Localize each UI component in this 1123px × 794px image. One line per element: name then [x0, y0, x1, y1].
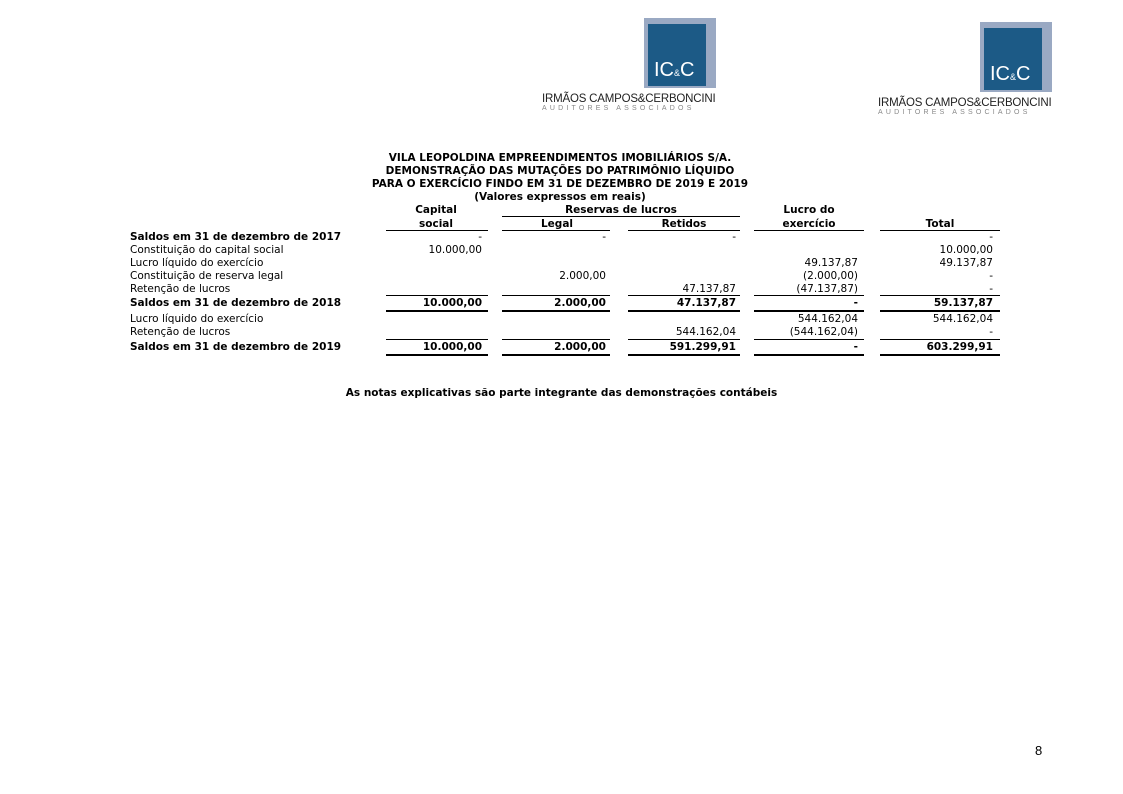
cell-retidos: 544.162,04	[675, 326, 736, 338]
row-label: Constituição do capital social	[130, 244, 284, 256]
col-lucro-line2: exercício	[782, 218, 836, 230]
total-rule-legal	[502, 354, 610, 356]
logo-mark-amp: &	[674, 68, 681, 78]
col-total: Total	[925, 218, 955, 230]
total-rule-total	[880, 354, 1000, 356]
row-label: Lucro líquido do exercício	[130, 257, 264, 269]
cell-lucro: (47.137,87)	[796, 283, 858, 295]
cell-total: -	[989, 283, 993, 295]
company-logo-right	[876, 22, 1056, 120]
cell-total: 59.137,87	[933, 297, 993, 309]
col-retidos: Retidos	[661, 218, 707, 230]
col-capital-line1: Capital	[415, 204, 457, 216]
logo-mark-end: C	[680, 59, 695, 81]
cell-total: 10.000,00	[939, 244, 993, 256]
cell-retidos: 47.137,87	[682, 283, 736, 295]
cell-lucro: 544.162,04	[797, 313, 858, 325]
cell-lucro: (2.000,00)	[803, 270, 858, 282]
subtotal-rule-lucro	[754, 295, 864, 296]
total-rule-legal	[502, 310, 610, 312]
logo-subtitle: AUDITORES ASSOCIADOS	[878, 109, 1031, 116]
statement-title: DEMONSTRAÇÃO DAS MUTAÇÕES DO PATRIMÔNIO LÍQUIDO	[385, 165, 735, 177]
cell-legal: -	[602, 231, 606, 243]
cell-legal: 2.000,00	[554, 297, 606, 309]
subtotal-rule-total	[880, 295, 1000, 296]
cell-capital: -	[478, 231, 482, 243]
col-lucro-underline	[754, 230, 864, 231]
cell-capital: 10.000,00	[428, 244, 482, 256]
logo-mark-text: IC	[990, 63, 1010, 85]
cell-legal: 2.000,00	[554, 341, 606, 353]
cell-legal: 2.000,00	[559, 270, 606, 282]
company-logo-center	[540, 18, 720, 113]
total-rule-capital	[386, 310, 488, 312]
company-name: VILA LEOPOLDINA EMPREENDIMENTOS IMOBILIÁRIOS S/A.	[388, 152, 732, 164]
logo-name: IRMÃOS CAMPOS&CERBONCINI	[878, 97, 1052, 109]
col-capital-line2: social	[419, 218, 453, 230]
cell-capital: 10.000,00	[422, 297, 482, 309]
subtotal-rule-capital	[386, 339, 488, 340]
col-reservas-underline	[502, 216, 740, 217]
row-label: Saldos em 31 de dezembro de 2017	[130, 231, 342, 243]
logo-name: IRMÃOS CAMPOS&CERBONCINI	[542, 93, 716, 105]
cell-lucro: 49.137,87	[804, 257, 858, 269]
row-label: Lucro líquido do exercício	[130, 313, 264, 325]
total-rule-total	[880, 310, 1000, 312]
cell-retidos: 47.137,87	[676, 297, 736, 309]
cell-retidos: 591.299,91	[669, 341, 736, 353]
cell-total: -	[989, 326, 993, 338]
logo-mark-end: C	[1016, 63, 1031, 85]
row-label: Saldos em 31 de dezembro de 2019	[130, 341, 342, 353]
logo-mark-amp: &	[1010, 72, 1017, 82]
subtotal-rule-retidos	[628, 295, 740, 296]
total-rule-lucro	[754, 354, 864, 356]
cell-lucro: (544.162,04)	[789, 326, 858, 338]
col-lucro-line1: Lucro do	[783, 204, 835, 216]
subtotal-rule-total	[880, 339, 1000, 340]
cell-capital: 10.000,00	[422, 341, 482, 353]
logo-subtitle: AUDITORES ASSOCIADOS	[542, 105, 695, 112]
subtotal-rule-lucro	[754, 339, 864, 340]
col-reservas: Reservas de lucros	[565, 204, 677, 216]
row-label: Saldos em 31 de dezembro de 2018	[130, 297, 342, 309]
cell-total: 544.162,04	[932, 313, 993, 325]
page-number: 8	[1035, 743, 1043, 758]
subtotal-rule-legal	[502, 295, 610, 296]
subtotal-rule-retidos	[628, 339, 740, 340]
statement-units: (Valores expressos em reais)	[474, 191, 646, 203]
statement-period: PARA O EXERCÍCIO FINDO EM 31 DE DEZEMBRO DE 2019 E 2019	[371, 178, 749, 190]
subtotal-rule-capital	[386, 295, 488, 296]
logo-mark-text: IC	[654, 59, 674, 81]
total-rule-retidos	[628, 310, 740, 312]
cell-total: -	[989, 231, 993, 243]
total-rule-capital	[386, 354, 488, 356]
cell-lucro: -	[853, 297, 858, 309]
row-label: Retenção de lucros	[130, 283, 231, 295]
row-label: Retenção de lucros	[130, 326, 231, 338]
cell-total: 603.299,91	[926, 341, 993, 353]
logo-mark	[648, 24, 706, 86]
col-legal: Legal	[540, 218, 573, 230]
cell-total: -	[989, 270, 993, 282]
total-rule-retidos	[628, 354, 740, 356]
total-rule-lucro	[754, 310, 864, 312]
cell-lucro: -	[853, 341, 858, 353]
footer-note: As notas explicativas são parte integrante das demonstrações contábeis	[345, 387, 778, 399]
row-label: Constituição de reserva legal	[130, 270, 284, 282]
logo-mark	[984, 28, 1042, 90]
subtotal-rule-legal	[502, 339, 610, 340]
cell-total: 49.137,87	[939, 257, 993, 269]
cell-retidos: -	[732, 231, 736, 243]
